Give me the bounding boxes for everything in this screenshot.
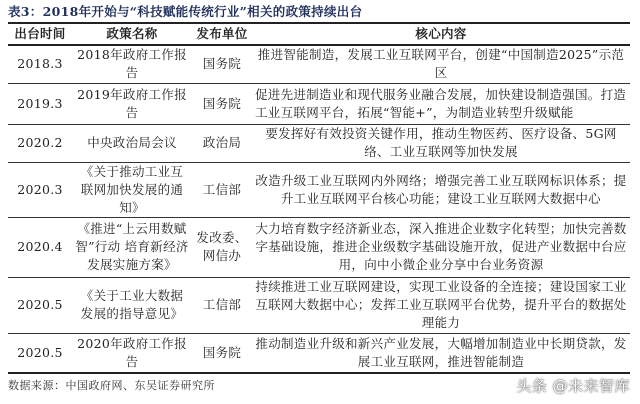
- policy-table: [8, 22, 630, 374]
- cell-content: 促进先进制造业和现代服务业融合发展，加快建设制造强国。打造工业互联网平台，拓展“智能+”，为制造业转型升级赋能: [252, 83, 630, 124]
- cell-name: 《关于工业大数据发展的指导意见》: [72, 277, 192, 333]
- cell-time: 2018.3: [8, 45, 72, 83]
- cell-unit: 国务院: [192, 45, 252, 83]
- cell-content: 改造升级工业互联网内外网络；增强完善工业互联网标识体系；提升工业互联网平台核心功能；建设工业互联网大数据中心: [252, 162, 630, 217]
- table-row: [8, 124, 630, 162]
- cell-content: 要发挥好有效投资关键作用，推动生物医药、医疗设备、5G网络、工业互联网等加快发展: [252, 124, 630, 162]
- cell-name: 《关于推动工业互联网加快发展的通知》: [72, 162, 192, 217]
- cell-name: 2019年政府工作报告: [72, 83, 192, 124]
- table-row: [8, 162, 630, 217]
- table-row: [8, 333, 630, 373]
- cell-unit: 政治局: [192, 124, 252, 162]
- cell-time: 2020.4: [8, 217, 72, 277]
- table-footer: [8, 377, 630, 395]
- cell-content: 推动制造业升级和新兴产业发展，大幅增加制造业中长期贷款，发展工业互联网，推进智能制造: [252, 333, 630, 373]
- cell-name: 中央政治局会议: [72, 124, 192, 162]
- cell-content: 大力培育数字经济新业态，深入推进企业数字化转型；加快完善数字基础设施，推进企业级数字基础设施开放，促进产业数据中台应用，向中小微企业分享中台业务资源: [252, 217, 630, 277]
- cell-time: 2019.3: [8, 83, 72, 124]
- cell-unit: 工信部: [192, 277, 252, 333]
- table-row: [8, 217, 630, 277]
- data-source-note: 数据来源：中国政府网、东吴证券研究所: [8, 379, 215, 392]
- cell-unit: 发改委、网信办: [192, 217, 252, 277]
- cell-time: 2020.3: [8, 162, 72, 217]
- header-unit: 发布单位: [192, 23, 252, 45]
- cell-content: 持续推进工业互联网建设，实现工业设备的全连接；建设国家工业互联网大数据中心；发挥工业互联网平台优势，提升平台的数据处理能力: [252, 277, 630, 333]
- cell-unit: 国务院: [192, 83, 252, 124]
- cell-name: 《推进“上云用数赋智”行动 培育新经济发展实施方案》: [72, 217, 192, 277]
- table-row: [8, 83, 630, 124]
- header-content: 核心内容: [252, 23, 630, 45]
- table-row: [8, 277, 630, 333]
- table-row: [8, 45, 630, 83]
- cell-time: 2020.2: [8, 124, 72, 162]
- header-time: 出台时间: [8, 23, 72, 45]
- watermark: 头条 @未来智库: [516, 377, 630, 395]
- cell-unit: 国务院: [192, 333, 252, 373]
- cell-time: 2020.5: [8, 333, 72, 373]
- cell-unit: 工信部: [192, 162, 252, 217]
- header-name: 政策名称: [72, 23, 192, 45]
- cell-content: 推进智能制造，发展工业互联网平台，创建“中国制造2025”示范区: [252, 45, 630, 83]
- cell-name: 2020年政府工作报告: [72, 333, 192, 373]
- cell-time: 2020.5: [8, 277, 72, 333]
- cell-name: 2018年政府工作报告: [72, 45, 192, 83]
- header-row: [8, 23, 630, 45]
- table-caption: 表3：2018年开始与“科技赋能传统行业”相关的政策持续出台: [8, 4, 363, 19]
